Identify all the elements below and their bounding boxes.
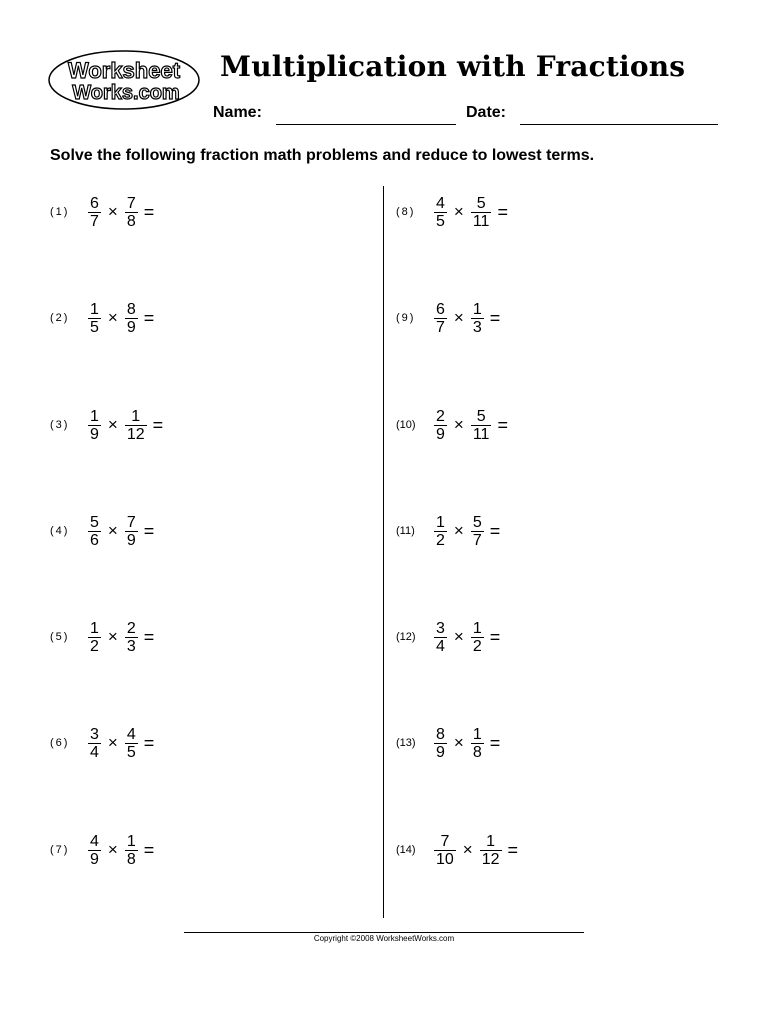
problem-number: (7): [50, 844, 70, 856]
numerator: 5: [472, 513, 482, 531]
numerator: 2: [436, 407, 445, 425]
equals-sign: =: [152, 414, 164, 435]
fraction-b: [125, 726, 138, 761]
copyright: Copyright ©2008 WorksheetWorks.com: [313, 934, 455, 943]
fraction-b: [471, 301, 484, 336]
multiply-sign: ×: [453, 521, 464, 540]
problem: [50, 612, 154, 662]
fraction-a: [434, 620, 447, 655]
problem: [396, 718, 500, 768]
name-label: Name:: [213, 104, 262, 121]
denominator: 11: [472, 212, 490, 230]
equals-sign: =: [143, 520, 155, 541]
multiply-sign: ×: [107, 521, 118, 540]
problem: [396, 825, 518, 875]
fraction-b: [471, 514, 484, 549]
fraction-a: [88, 408, 101, 443]
equals-sign: =: [143, 307, 155, 328]
denominator: 3: [126, 637, 136, 655]
equals-sign: =: [143, 201, 155, 222]
name-field[interactable]: [276, 124, 456, 125]
denominator: 10: [436, 850, 454, 868]
problem-number: (5): [50, 631, 70, 643]
denominator: 12: [126, 425, 145, 443]
fraction-a: [434, 726, 447, 761]
fraction-b: [125, 195, 138, 230]
denominator: 9: [436, 425, 445, 443]
numerator: 5: [90, 513, 99, 531]
fraction-b: [471, 726, 484, 761]
problem-number: (1): [50, 206, 70, 218]
fraction-a: [88, 514, 101, 549]
numerator: 5: [476, 194, 486, 212]
problem-number: (14): [396, 844, 416, 856]
instructions: Solve the following fraction math problems and reduce to lowest terms.: [50, 147, 595, 164]
numerator: 1: [486, 832, 496, 850]
numerator: 1: [436, 513, 445, 531]
multiply-sign: ×: [453, 733, 464, 752]
equals-sign: =: [507, 839, 519, 860]
problem: [50, 187, 154, 237]
problem-number: (4): [50, 525, 70, 537]
equals-sign: =: [489, 626, 501, 647]
fraction-b: [125, 514, 138, 549]
fraction-a: [434, 301, 447, 336]
numerator: 8: [126, 300, 136, 318]
multiply-sign: ×: [462, 840, 473, 859]
numerator: 7: [126, 194, 136, 212]
numerator: 7: [126, 513, 136, 531]
equals-sign: =: [497, 414, 508, 435]
footer-rule: [184, 932, 584, 933]
denominator: 9: [90, 850, 99, 868]
logo-line1: Worksheet: [67, 58, 181, 83]
fraction-b: [480, 833, 502, 868]
numerator: 4: [436, 194, 445, 212]
problem: [396, 400, 508, 450]
problem-number: (2): [50, 312, 70, 324]
fraction-a: [88, 726, 101, 761]
problem: [50, 506, 154, 556]
fraction-b: [471, 195, 492, 230]
date-label: Date:: [466, 104, 507, 121]
denominator: 9: [436, 743, 445, 761]
denominator: 11: [472, 425, 490, 443]
fraction-a: [434, 833, 456, 868]
multiply-sign: ×: [453, 308, 464, 327]
fraction-b: [125, 408, 147, 443]
problem: [50, 400, 163, 450]
denominator: 9: [126, 531, 136, 549]
multiply-sign: ×: [107, 308, 118, 327]
denominator: 5: [90, 318, 99, 336]
numerator: 4: [90, 832, 99, 850]
denominator: 8: [472, 743, 482, 761]
numerator: 3: [436, 619, 445, 637]
fraction-a: [88, 620, 101, 655]
numerator: 1: [126, 832, 136, 850]
problem-number: (11): [396, 525, 415, 537]
denominator: 4: [90, 743, 99, 761]
multiply-sign: ×: [107, 840, 118, 859]
equals-sign: =: [143, 626, 155, 647]
fraction-b: [125, 833, 138, 868]
denominator: 7: [90, 212, 99, 230]
denominator: 12: [481, 850, 500, 868]
numerator: 1: [472, 619, 482, 637]
numerator: 1: [472, 725, 482, 743]
fraction-a: [88, 301, 101, 336]
fraction-b: [471, 620, 484, 655]
denominator: 6: [90, 531, 99, 549]
problem: [396, 506, 500, 556]
numerator: 1: [90, 407, 99, 425]
fraction-a: [88, 833, 101, 868]
equals-sign: =: [143, 839, 155, 860]
numerator: 1: [90, 619, 99, 637]
multiply-sign: ×: [107, 733, 118, 752]
problem-number: (13): [396, 737, 416, 749]
denominator: 2: [90, 637, 99, 655]
numerator: 6: [90, 194, 99, 212]
equals-sign: =: [143, 732, 155, 753]
numerator: 6: [436, 300, 445, 318]
problem: [396, 612, 500, 662]
fraction-a: [434, 408, 447, 443]
multiply-sign: ×: [107, 202, 118, 221]
multiply-sign: ×: [453, 627, 464, 646]
fraction-b: [125, 301, 138, 336]
denominator: 2: [472, 637, 482, 655]
fraction-a: [88, 195, 101, 230]
fraction-a: [434, 195, 447, 230]
multiply-sign: ×: [453, 202, 464, 221]
numerator: 1: [472, 300, 482, 318]
denominator: 5: [126, 743, 136, 761]
multiply-sign: ×: [107, 627, 118, 646]
denominator: 8: [126, 850, 136, 868]
denominator: 4: [436, 637, 445, 655]
fraction-a: [434, 514, 447, 549]
equals-sign: =: [489, 520, 501, 541]
equals-sign: =: [489, 732, 501, 753]
denominator: 7: [436, 318, 445, 336]
problem: [50, 293, 154, 343]
column-divider: [383, 186, 384, 918]
numerator: 7: [440, 832, 450, 850]
denominator: 3: [472, 318, 482, 336]
numerator: 3: [90, 725, 99, 743]
numerator: 4: [126, 725, 136, 743]
equals-sign: =: [497, 201, 508, 222]
problem-number: (8): [396, 206, 416, 218]
fraction-b: [125, 620, 138, 655]
problem: [50, 718, 154, 768]
problem: [396, 187, 508, 237]
denominator: 9: [90, 425, 99, 443]
problem-number: (9): [396, 312, 416, 324]
equals-sign: =: [489, 307, 501, 328]
problem-number: (12): [396, 631, 416, 643]
denominator: 7: [472, 531, 482, 549]
problem: [396, 293, 500, 343]
problem-number: (10): [396, 419, 416, 431]
numerator: 8: [436, 725, 445, 743]
numerator: 1: [131, 407, 141, 425]
multiply-sign: ×: [107, 415, 118, 434]
problem-number: (3): [50, 419, 70, 431]
logo-line2: Works.com: [72, 82, 180, 104]
problem-number: (6): [50, 737, 70, 749]
denominator: 9: [126, 318, 136, 336]
problem: [50, 825, 154, 875]
date-field[interactable]: [520, 124, 718, 125]
numerator: 5: [476, 407, 486, 425]
fraction-b: [471, 408, 492, 443]
worksheetworks-logo: [46, 48, 202, 112]
denominator: 5: [436, 212, 445, 230]
numerator: 2: [126, 619, 136, 637]
numerator: 1: [90, 300, 99, 318]
multiply-sign: ×: [453, 415, 464, 434]
denominator: 2: [436, 531, 445, 549]
denominator: 8: [126, 212, 136, 230]
page-title: Multiplication with Fractions: [220, 50, 686, 83]
